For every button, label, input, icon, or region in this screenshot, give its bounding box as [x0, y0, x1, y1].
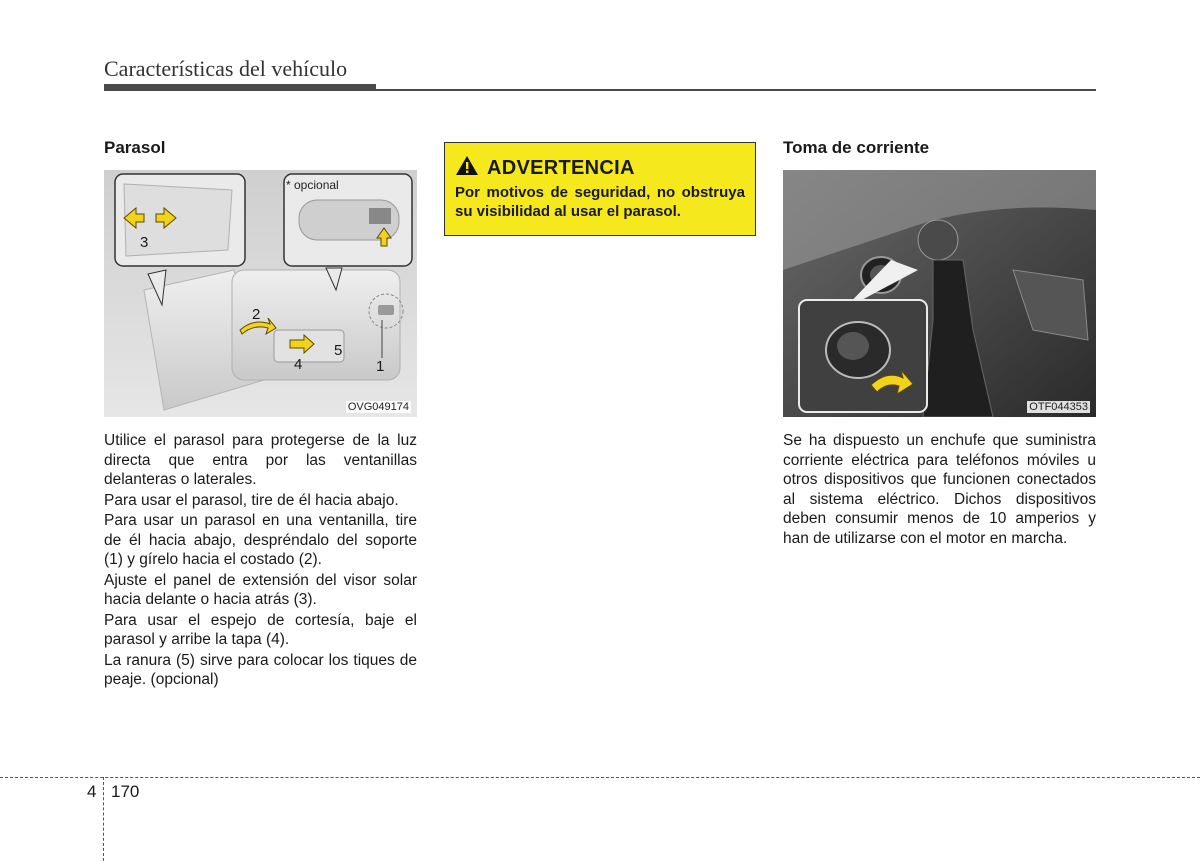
page-number: 170 [111, 782, 140, 801]
header-rule-thick [104, 84, 376, 91]
footer-vertical-rule [103, 777, 104, 861]
callout-1: 1 [376, 358, 385, 375]
warning-text: Por motivos de seguridad, no obstruya su visibilidad al usar el parasol. [455, 184, 745, 220]
parasol-figure [104, 170, 417, 417]
callout-2: 2 [252, 306, 261, 323]
power-outlet-paragraph: Se ha dispuesto un enchufe que suministra corriente eléctrica para teléfonos móviles u otros dispositivos que funcionen conectados al sistema eléctrico. Dichos dispositivos deben consumir menos de 10 amperios y han de utilizarse con el motor en marcha. [783, 432, 1096, 547]
parasol-illustration [104, 170, 417, 417]
callout-4: 4 [294, 356, 303, 373]
warning-triangle-icon [455, 155, 479, 181]
parasol-paragraph: Para usar el espejo de cortesía, baje el parasol y arribe la tapa (4). [104, 611, 417, 648]
parasol-figure-code: OVG049174 [347, 401, 409, 413]
power-outlet-section [783, 138, 1096, 549]
page-header-title: Características del vehículo [104, 56, 348, 81]
parasol-title: Parasol [104, 138, 166, 157]
parasol-paragraph: La ranura (5) sirve para colocar los tiques de peaje. (opcional) [104, 651, 417, 688]
power-outlet-title: Toma de corriente [783, 138, 930, 157]
callout-3: 3 [140, 234, 149, 251]
parasol-paragraph: Para usar un parasol en una ventanilla, tire de él hacia abajo, despréndalo del soporte (1) y gírelo hacia el costado (2). [104, 512, 417, 568]
parasol-paragraph: Para usar el parasol, tire de él hacia abajo. [104, 491, 399, 509]
parasol-paragraph: Utilice el parasol para protegerse de la luz directa que entra por las ventanillas delanteras o laterales. [104, 432, 417, 488]
chapter-number: 4 [87, 782, 97, 801]
optional-label: * opcional [286, 178, 339, 192]
footer-rule [0, 777, 1200, 778]
warning-box [444, 142, 756, 236]
power-outlet-figure [783, 170, 1096, 417]
power-outlet-body [783, 431, 1096, 548]
warning-section [444, 138, 757, 236]
power-outlet-figure-code: OTF044353 [1029, 401, 1088, 413]
parasol-section [104, 138, 417, 691]
parasol-paragraph: Ajuste el panel de extensión del visor solar hacia delante o hacia atrás (3). [104, 571, 417, 608]
warning-title: ADVERTENCIA [487, 156, 635, 179]
header-rule-thin [376, 89, 1096, 91]
power-outlet-illustration [783, 170, 1096, 417]
callout-5: 5 [334, 342, 343, 359]
parasol-body [104, 431, 417, 690]
